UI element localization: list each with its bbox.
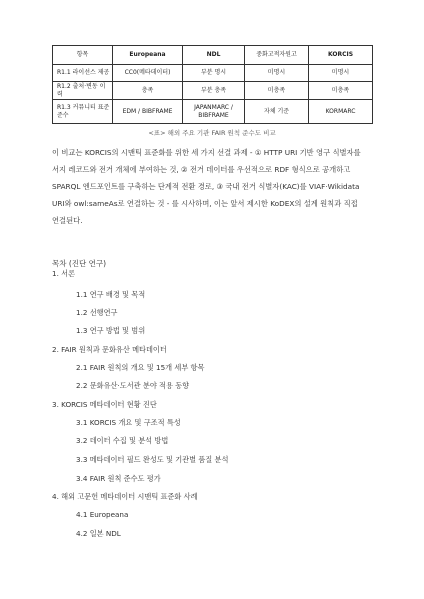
table-header-cell: 중화고적자원고 bbox=[245, 46, 309, 65]
paragraph-line: URI와 owl:sameAs로 연결하는 것 - 를 시사하며, 이는 앞서 제시한 KoDEX의 설계 원칙과 직접 bbox=[52, 199, 358, 208]
toc-item: 4.2 일본 NDL bbox=[76, 529, 121, 538]
table-row bbox=[53, 100, 373, 124]
table-cell: R1.2 출처·변동 이력 bbox=[53, 82, 113, 100]
toc-item: 4. 해외 고문헌 메타데이터 시맨틱 표준화 사례 bbox=[52, 492, 198, 501]
toc-item: 3.1 KORCIS 개요 및 구조적 특성 bbox=[76, 418, 181, 427]
toc-item: 2.1 FAIR 원칙의 개요 및 15개 세부 항목 bbox=[76, 363, 205, 372]
table-cell: 부분 명시 bbox=[183, 65, 245, 82]
fair-comparison-table bbox=[52, 45, 373, 124]
toc-title: 목차 (진단 연구) bbox=[52, 259, 107, 268]
toc-item: 4.1 Europeana bbox=[76, 510, 129, 519]
paragraph-line: 이 비교는 KORCIS의 시맨틱 표준화를 위한 세 가지 선결 과제 - ① HTTP URI 기반 영구 식별자를 bbox=[52, 148, 361, 157]
paragraph-line: 연결된다. bbox=[52, 216, 83, 225]
toc-item: 1.2 선행연구 bbox=[76, 308, 118, 317]
table-cell: 미명시 bbox=[309, 65, 373, 82]
table-cell: 충족 bbox=[113, 82, 183, 100]
paragraph-line: SPARQL 엔드포인트를 구축하는 단계적 전환 경로, ③ 국내 전거 식별자(KAC)를 VIAF·Wikidata bbox=[52, 182, 360, 191]
toc-item: 3.4 FAIR 원칙 준수도 평가 bbox=[76, 474, 161, 483]
toc-item: 2.2 문화유산·도서관 분야 적용 동향 bbox=[76, 381, 190, 390]
toc-item: 1.3 연구 방법 및 범위 bbox=[76, 326, 146, 335]
toc-item: 3.2 데이터 수집 및 분석 방법 bbox=[76, 436, 169, 445]
toc-item: 3. KORCIS 메타데이터 현황 진단 bbox=[52, 400, 157, 409]
table-cell: EDM / BIBFRAME bbox=[113, 100, 183, 124]
toc-item: 1. 서론 bbox=[52, 269, 76, 278]
table-header-cell: Europeana bbox=[113, 46, 183, 65]
table-cell: 부분 충족 bbox=[183, 82, 245, 100]
table-cell: KORMARC bbox=[309, 100, 373, 124]
table-cell: 미충족 bbox=[309, 82, 373, 100]
table-caption: <표> 해외 주요 기관 FAIR 원칙 준수도 비교 bbox=[148, 129, 276, 137]
table-header-cell: 항목 bbox=[53, 46, 113, 65]
toc-item: 1.1 연구 배경 및 목적 bbox=[76, 290, 146, 299]
table-cell: R1.3 커뮤니티 표준 준수 bbox=[53, 100, 113, 124]
toc-item: 3.3 메타데이터 필드 완성도 및 기관별 품질 분석 bbox=[76, 455, 229, 464]
table-cell: 자체 기준 bbox=[245, 100, 309, 124]
table-header-cell: KORCIS bbox=[309, 46, 373, 65]
table-cell: CC0(메타데이터) bbox=[113, 65, 183, 82]
toc-item: 2. FAIR 원칙과 문화유산 메타데이터 bbox=[52, 345, 167, 354]
table-row bbox=[53, 82, 373, 100]
table-cell: R1.1 라이선스 제공 bbox=[53, 65, 113, 82]
table-cell: 미충족 bbox=[245, 82, 309, 100]
table-cell: JAPANMARC / BIBFRAME bbox=[183, 100, 245, 124]
body-paragraph bbox=[52, 144, 372, 229]
paragraph-line: 서지 레코드와 전거 개체에 부여하는 것, ② 전거 데이터를 우선적으로 RDF 형식으로 공개하고 bbox=[52, 165, 351, 174]
table-header-cell: NDL bbox=[183, 46, 245, 65]
table-header-row bbox=[53, 46, 373, 65]
table-row bbox=[53, 65, 373, 82]
table-cell: 미명시 bbox=[245, 65, 309, 82]
